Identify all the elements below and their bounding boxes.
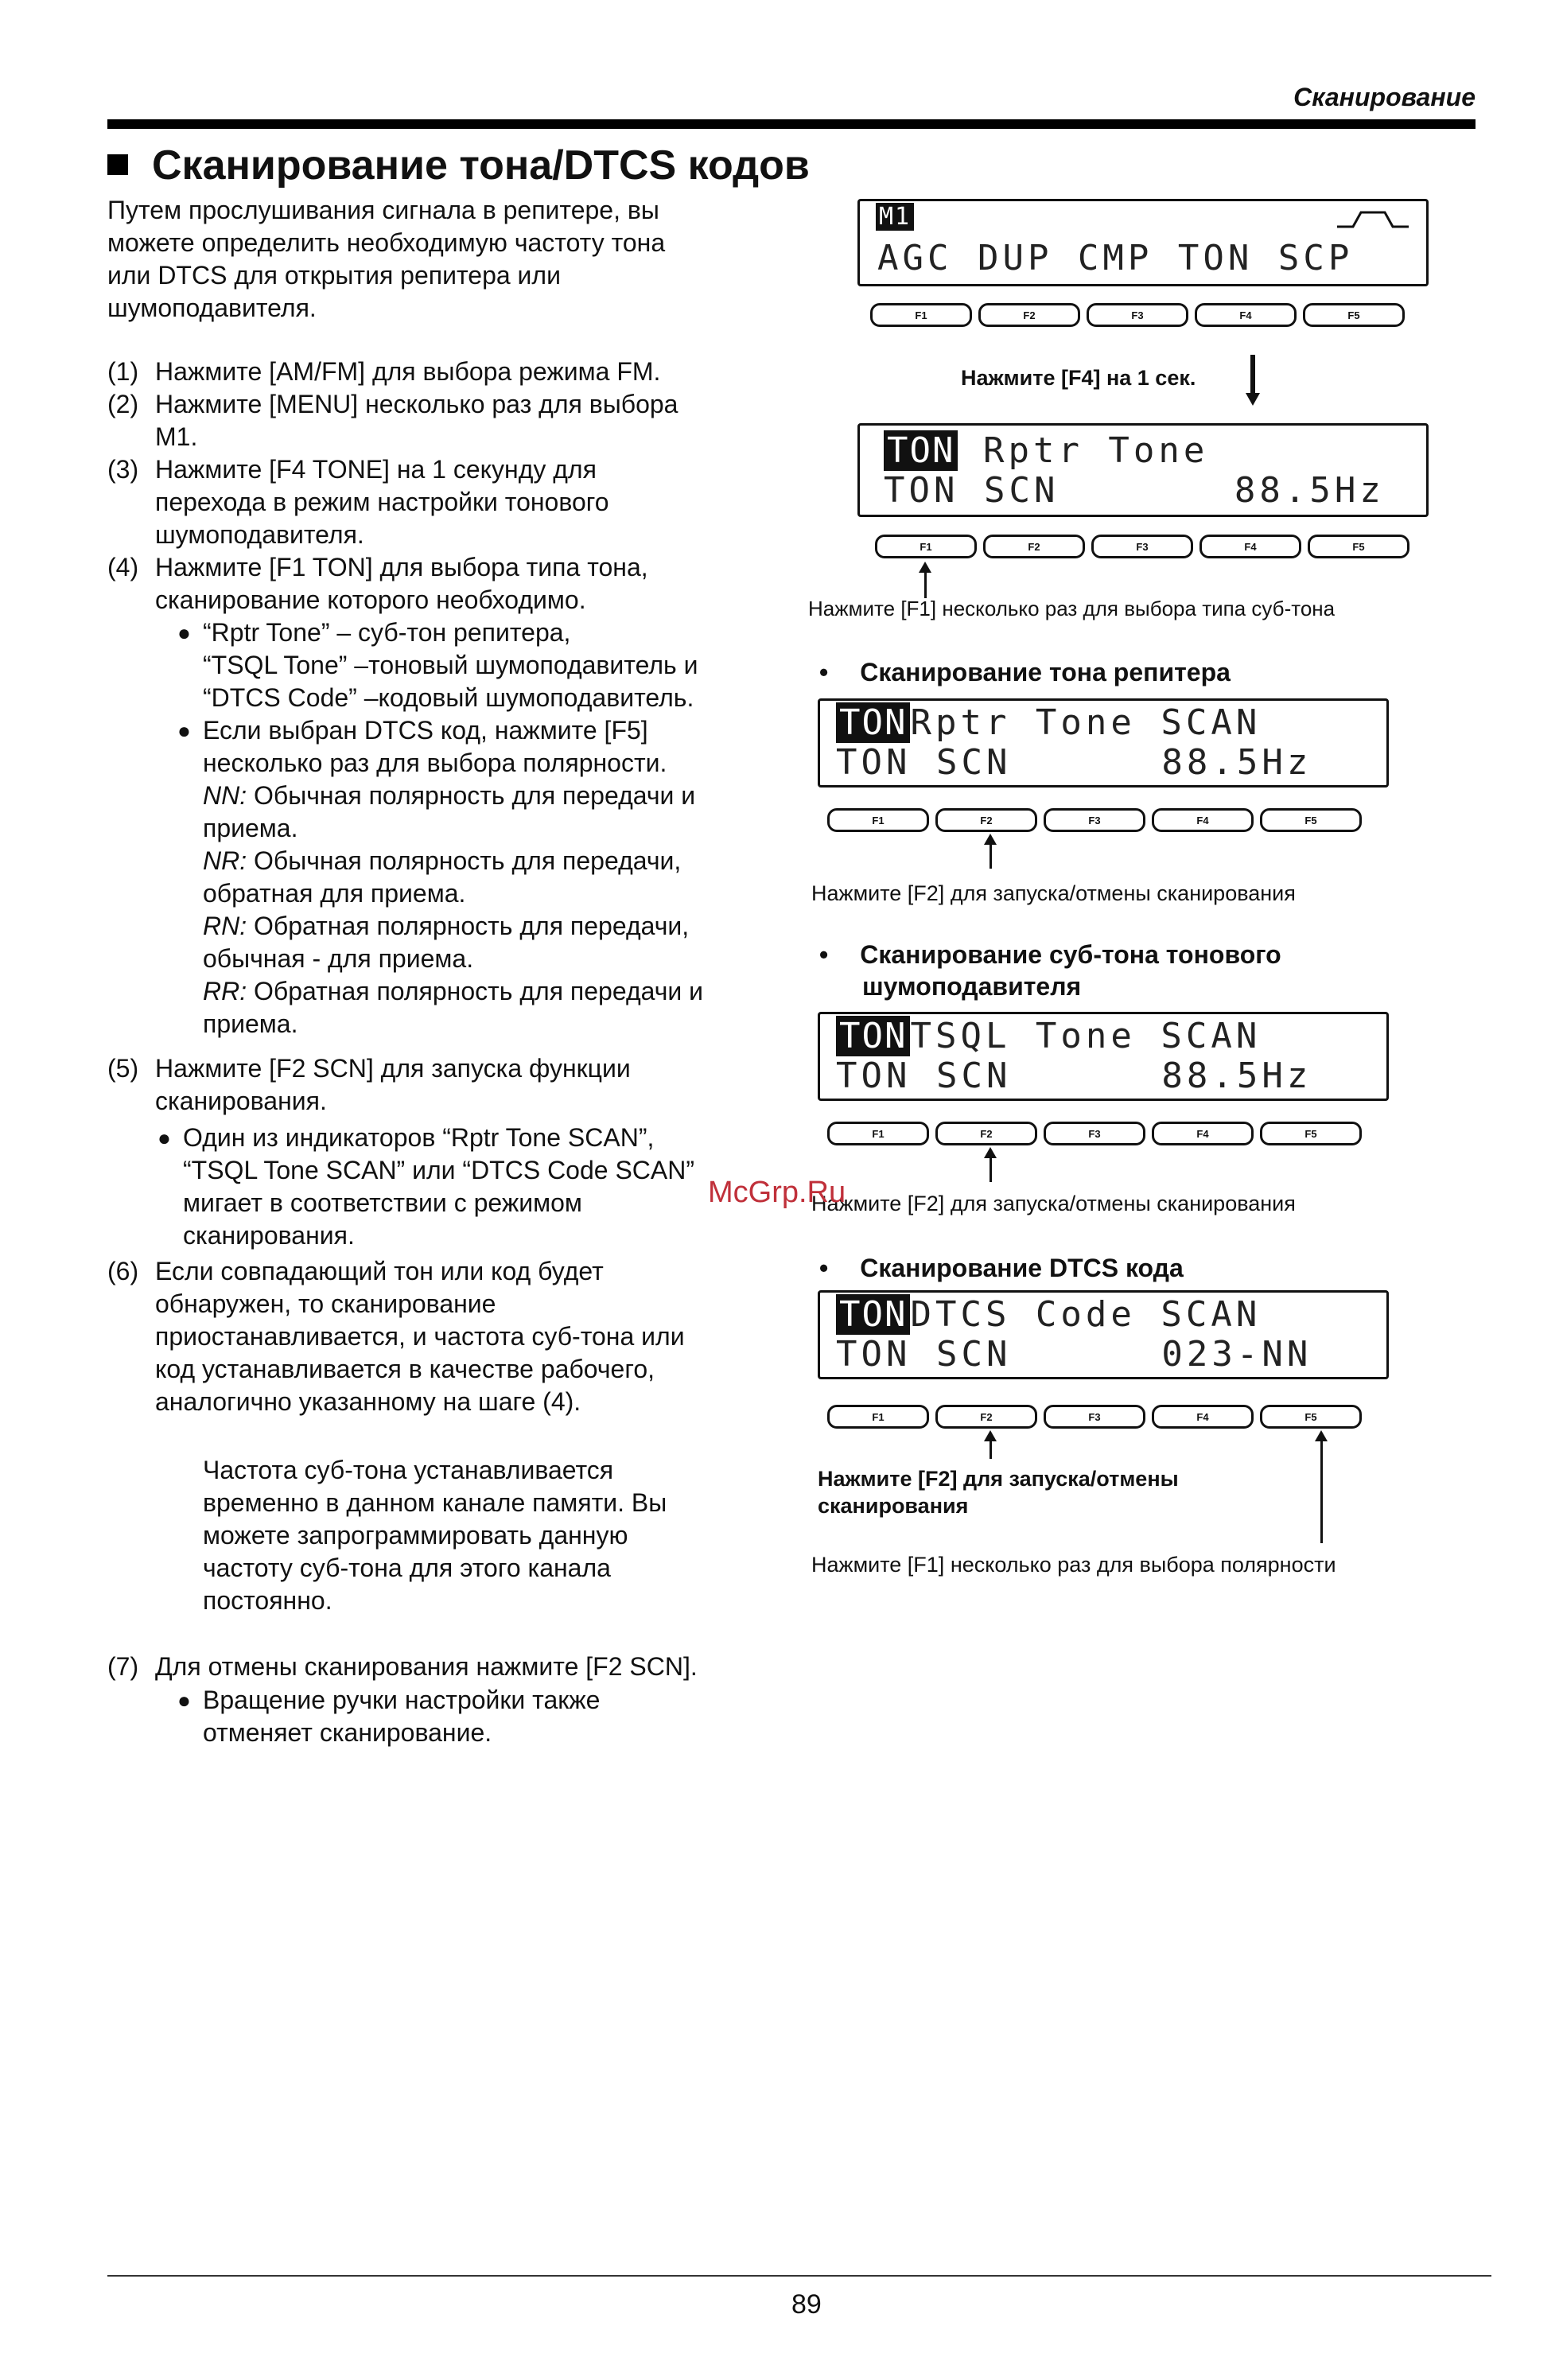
- footer-rule: [107, 2275, 1491, 2277]
- f5-key[interactable]: F5: [1308, 535, 1409, 558]
- step-2: (2) Нажмите [MENU] несколько раз для выбора M1.: [107, 390, 678, 451]
- f1-key[interactable]: F1: [827, 1122, 929, 1145]
- filter-shape-icon: [1337, 209, 1409, 228]
- f5-key[interactable]: F5: [1260, 1122, 1362, 1145]
- f5-key[interactable]: F5: [1260, 1405, 1362, 1429]
- f2-key[interactable]: F2: [935, 808, 1037, 832]
- up-arrow-icon: [1320, 1440, 1323, 1543]
- intro-paragraph: Путем прослушивания сигнала в репитере, вы можете определить необходимую частоту тона или DTCS для открытия репитера или шумоподавителя.: [107, 196, 666, 322]
- function-keys-row-2: [875, 535, 1409, 558]
- section-heading-repeater-tone: • Сканирование тона репитера: [819, 658, 1231, 686]
- f1-key[interactable]: F1: [827, 808, 929, 832]
- step-7-bullet: ● Вращение ручки настройки также отменяет сканирование.: [177, 1686, 601, 1747]
- step-4-bullet-1: ● “Rptr Tone” – суб-тон репитера, “TSQL Tone” –тоновый шумоподавитель и “DTCS Code” –кодовый шумоподавитель.: [177, 618, 698, 712]
- f2-key[interactable]: F2: [935, 1405, 1037, 1429]
- caption-f2-scan-2: Нажмите [F2] для запуска/отмены сканирования: [811, 1192, 1296, 1215]
- f5-key[interactable]: F5: [1303, 303, 1405, 327]
- caption-f1-polarity: Нажмите [F1] несколько раз для выбора полярности: [811, 1553, 1336, 1577]
- function-keys-row-3: [827, 808, 1362, 832]
- caption-press-f4: Нажмите [F4] на 1 сек.: [961, 366, 1196, 390]
- f3-key[interactable]: F3: [1044, 808, 1145, 832]
- section-heading-tsql: • Сканирование суб-тона тонового шумоподавителя: [819, 940, 1281, 1001]
- f1-key[interactable]: F1: [870, 303, 972, 327]
- step-1: (1) Нажмите [AM/FM] для выбора режима FM.: [107, 357, 661, 386]
- step-5-bullet: ● Один из индикаторов “Rptr Tone SCAN”, “TSQL Tone SCAN” или “DTCS Code SCAN” мигает в соответствии с режимом сканирования.: [157, 1123, 695, 1250]
- up-arrow-icon: [924, 571, 927, 598]
- f3-key[interactable]: F3: [1091, 535, 1193, 558]
- caption-f2-scan-3: Нажмите [F2] для запуска/отмены сканирования: [818, 1467, 1179, 1518]
- caption-f1-subtone-type: Нажмите [F1] несколько раз для выбора типа суб-тона: [808, 597, 1336, 620]
- f4-key[interactable]: F4: [1199, 535, 1301, 558]
- down-arrow-icon: [1250, 355, 1255, 395]
- square-bullet-icon: [107, 154, 128, 175]
- f3-key[interactable]: F3: [1087, 303, 1188, 327]
- note-paragraph: Частота суб-тона устанавливается временно в данном канале памяти. Вы можете запрограммировать данную частоту суб-тона для этого канала постоянно.: [203, 1456, 667, 1615]
- step-6: (6) Если совпадающий тон или код будет обнаружен, то сканирование приостанавливается, и частота суб-тона или код устанавливается в качестве рабочего, аналогично указанному на шаге (4).: [107, 1257, 685, 1416]
- section-header: Сканирование: [1293, 83, 1476, 111]
- page-number: 89: [791, 2289, 822, 2320]
- lcd-display-repeater-scan: TONRptr Tone SCAN TON SCN 88.5Hz: [818, 698, 1389, 788]
- step-5: (5) Нажмите [F2 SCN] для запуска функции сканирования.: [107, 1054, 631, 1115]
- up-arrow-icon: [990, 843, 992, 869]
- function-keys-row-5: [827, 1405, 1362, 1429]
- header-rule: [107, 119, 1476, 129]
- f2-key[interactable]: F2: [978, 303, 1080, 327]
- f4-key[interactable]: F4: [1195, 303, 1297, 327]
- f4-key[interactable]: F4: [1152, 1122, 1254, 1145]
- section-heading-dtcs: • Сканирование DTCS кода: [819, 1254, 1184, 1282]
- caption-f2-scan-1: Нажмите [F2] для запуска/отмены сканирования: [811, 881, 1296, 905]
- step-3: (3) Нажмите [F4 TONE] на 1 секунду для перехода в режим настройки тонового шумоподавителя.: [107, 455, 609, 549]
- lcd-display-tone-setting: TON Rptr Tone TON SCN 88.5Hz: [857, 423, 1429, 517]
- step-7: (7) Для отмены сканирования нажмите [F2 SCN].: [107, 1652, 698, 1681]
- lcd-display-dtcs-scan: TONDTCS Code SCAN TON SCN 023-NN: [818, 1290, 1389, 1379]
- step-4-bullet-2: ● Если выбран DTCS код, нажмите [F5] несколько раз для выбора полярности. NN: Обычная полярность для передачи и приема. NR: Обычная полярность для передачи, обратная для приема. RN: Обратная полярность для передачи, обычная - для приема. RR: Обратная полярность для передачи и приема.: [177, 716, 704, 1038]
- up-arrow-icon: [990, 1157, 992, 1182]
- up-arrow-icon: [990, 1440, 992, 1459]
- f2-key[interactable]: F2: [983, 535, 1085, 558]
- f4-key[interactable]: F4: [1152, 1405, 1254, 1429]
- lcd-display-tsql-scan: TONTSQL Tone SCAN TON SCN 88.5Hz: [818, 1012, 1389, 1101]
- f1-key[interactable]: F1: [827, 1405, 929, 1429]
- lcd-display-menu-m1: M1 AGC DUP CMP TON SCP: [857, 199, 1429, 286]
- function-keys-row-4: [827, 1122, 1362, 1145]
- f4-key[interactable]: F4: [1152, 808, 1254, 832]
- page-title: Сканирование тона/DTCS кодов: [107, 142, 810, 189]
- f3-key[interactable]: F3: [1044, 1122, 1145, 1145]
- function-keys-row-1: [870, 303, 1405, 327]
- f2-key[interactable]: F2: [935, 1122, 1037, 1145]
- f1-key[interactable]: F1: [875, 535, 977, 558]
- watermark: McGrp.Ru: [708, 1176, 846, 1209]
- f3-key[interactable]: F3: [1044, 1405, 1145, 1429]
- f5-key[interactable]: F5: [1260, 808, 1362, 832]
- step-4: (4) Нажмите [F1 TON] для выбора типа тона, сканирование которого необходимо.: [107, 553, 648, 614]
